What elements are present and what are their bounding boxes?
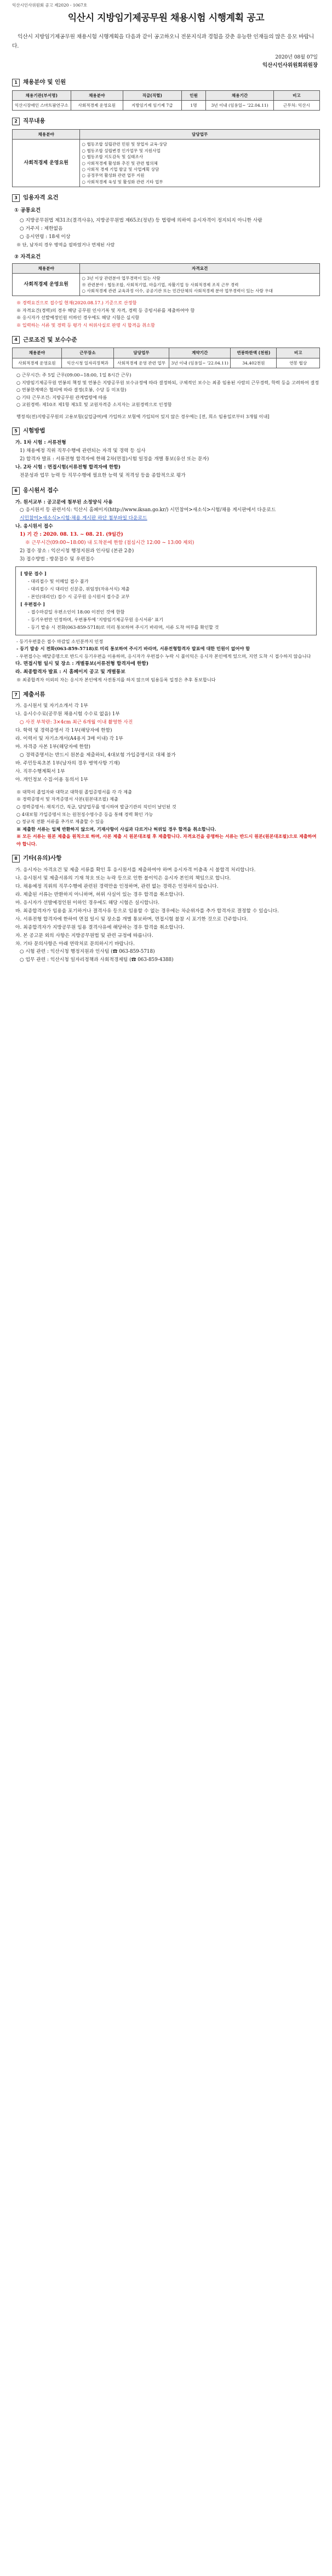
paragraph: ○ 거주지 : 제한없음: [20, 226, 63, 232]
doc-item: 다. 학력 및 경력증명서 각 1부(해당자에 한함): [15, 728, 112, 734]
note: ※ 경력요건으로 접수일 현재(2020.08.17.) 기준으로 산정함: [16, 300, 137, 306]
qualification-cell: [80, 274, 320, 296]
doc-item: ○ 경력증명서는 반드시 원본을 제출하되, 4대보험 가입증명서로 대체 불가: [20, 752, 176, 759]
section-1-heading: [12, 78, 320, 87]
caution-line: 차. 기타 문의사항은 아래 연락처로 문의하시기 바랍니다.: [15, 941, 135, 947]
notice-page: [0, 0, 332, 973]
table-row: [13, 358, 320, 368]
subheading: 라. 최종합격자 발표 : 시 홈페이지 공고 및 개별통보: [15, 669, 125, 675]
doc-item: 나. 응시수수료(공무원 채용시험 수수료 없음) 1부: [15, 711, 120, 717]
section-title: 채용분야 및 인원: [23, 78, 66, 85]
box-line: - 본인(대리인) 접수 시 공무원 응시원서 접수증 교부: [28, 593, 130, 599]
doc-item: ○ 사진 부착란: 3×4cm 최근 6개월 이내 촬영한 사진: [20, 720, 133, 726]
duty-line: ○ 사회적 경제 기업 발굴 및 사업계획 상담: [82, 167, 159, 172]
subheading: 나. 응시원서 접수: [15, 524, 53, 530]
table-row: [13, 274, 320, 296]
col-header: 채용기관(부서명): [13, 90, 71, 100]
issuer: 익산시인사위원회위원장: [262, 62, 318, 68]
col-header: 비고: [277, 348, 320, 358]
duty-line: ○ 사회적경제 육성 및 활성화 관련 기타 업무: [82, 179, 163, 184]
table-cell: 1명: [181, 100, 206, 110]
box-line: - 대리접수 및 이메일 접수 불가: [28, 578, 89, 584]
table-cell: 3년 이내 (임용일~ '22.04.11): [206, 100, 273, 110]
duty-table: [12, 129, 320, 187]
caution-line: 나. 응시원서 및 제출서류의 기재 착오 또는 누락 등으로 인한 불이익은 응시자 본인의 책임으로 합니다.: [15, 875, 231, 881]
duty-line: ○ 공정무역 활성화 관련 업무 지원: [82, 173, 145, 178]
subheading: 가. 1차 시험 : 서류전형: [15, 439, 66, 445]
paragraph: 전문성과 업무 능력 등 직무수행에 필요한 능력 및 적격성 등을 종합적으로 평가: [20, 472, 186, 478]
table-cell: 사회적경제 운영요원: [71, 100, 123, 110]
hours-line: ※ 근무시간(09:00~18:00) 내 도착분에 한함 (점심시간 12:00 ~ 13:00 제외): [25, 540, 194, 546]
field-cell: 사회적경제 운영요원: [13, 274, 80, 296]
period-line: 1) 기 간 : 2020. 08. 13. ~ 08. 21. (9일간): [20, 532, 123, 538]
col-header: 채용기간: [206, 90, 273, 100]
contact-line: ○ 시험 관련 : 익산시청 행정지원과 인사팀 (☎ 063-859-5718): [20, 949, 155, 955]
col-header: 연봉하한액 (천원): [231, 348, 277, 358]
caution-line: 자. 본 공고문 외의 사항은 지방공무원법 및 관련 규정에 따릅니다.: [15, 933, 153, 939]
note: ○ 기타 근무조건: 지방공무원 관계법령에 따름: [16, 394, 107, 400]
box-line: - 대리접수 시 대리인 신분증, 위임장(자유서식) 제출: [28, 586, 130, 592]
doc-item: 가. 응시원서 및 자기소개서 각 1부: [15, 703, 88, 709]
method-box: [15, 566, 317, 635]
box-line: - 접수마감일 우편소인이 18:00 이전인 것에 한함: [28, 609, 125, 615]
note: ※ 최종합격자 이외의 자는 응시자 본인에게 사전통지를 하지 않으며 임용등록 일정은 추후 통보합니다: [16, 677, 216, 683]
section-title: 기타(유의)사항: [23, 855, 62, 862]
col-header: 직급(직렬): [123, 90, 181, 100]
homepage-link[interactable]: 시민참여>새소식>시험·채용 게시판 하단 첨부파일 다운로드: [20, 516, 147, 522]
note: ○ 교원경력: 제10조 제1항 제3호 및 교원자격증 소지자는 교원경력으로 인정함: [16, 402, 172, 408]
caution-line: 바. 최종합격자가 임용을 포기하거나 결격사유 등으로 임용할 수 없는 경우에는 차순위자를 추가 합격자로 결정할 수 있습니다.: [15, 908, 279, 914]
table-cell: 사회적경제 운영 관련 업무: [114, 358, 169, 368]
section-title: 근로조건 및 보수수준: [23, 336, 77, 343]
box-line: [ 우편접수 ]: [20, 601, 45, 607]
note: - 우편접수는 배달증명으로 반드시 등기우편을 이용하며, 응시자가 우편접수 누락 시 불이익은 응시자 본인에게 있으며, 지연 도착 시 접수하지 않습니다: [16, 653, 311, 659]
section-title: 제출서류: [23, 691, 45, 698]
paragraph: 2) 합격자 발표 : 서류전형 합격자에 한해 2차(면접)시험 일정을 개별 통보(유선 또는 문자): [20, 456, 209, 462]
caution-line: 다. 채용예정 직위의 직무수행에 관련된 경력만을 인정하며, 관련 없는 경력은 인정하지 않습니다.: [15, 883, 219, 889]
pay-table: [12, 348, 320, 368]
note: ○ 지방임기제공무원 연봉의 책정 및 연봉은 지방공무원 보수규정에 따라 결정하되, 구체적인 보수는 최종 임용된 사람의 근무경력, 학력 등을 고려하여 결정: [16, 379, 319, 385]
note: ○ 4대보험 가입증명서 또는 원천징수영수증 등을 통해 경력 확인 가능: [16, 811, 153, 817]
subheading: ② 자격요건: [14, 253, 41, 260]
field-cell: 사회적경제 운영요원: [13, 140, 80, 187]
caution-line: 사. 서류전형 합격자에 한하여 면접 일시 및 장소를 개별 통보하며, 면접시험 불참 시 포기한 것으로 간주합니다.: [15, 916, 248, 922]
section-8-heading: [12, 854, 320, 863]
col-header: 채용분야: [13, 130, 80, 140]
doc-item: 라. 이력서 및 자기소개서(A4용지 3매 이내) 각 1부: [15, 736, 123, 742]
paragraph: 2) 접수 장소 : 익산시청 행정지원과 인사팀 (본관 2층): [20, 548, 134, 554]
box-line: - 등기 발송 시 전화(063-859-5718)로 미리 통보하여 주시기 바라며, 서류 도착 여부를 확인할 것: [28, 624, 219, 630]
paragraph: 3) 접수방법 : 방문접수 및 우편접수: [20, 557, 95, 563]
note: ※ 응시자가 선발예정인원 이하인 경우에도 해당 시험은 실시함: [16, 315, 140, 321]
col-header: 자격요건: [80, 263, 320, 273]
table-cell: 지방임기제 임기제 7급: [123, 100, 181, 110]
note: ※ 입력하는 서류 및 경력 등 평가 시 허위사실로 판명 시 합격을 취소함: [16, 322, 155, 328]
table-cell: 34,402천원: [231, 358, 277, 368]
note: ○ 연봉한계액은 협의에 따라 결정(호봉, 수당 등 미포함): [16, 387, 127, 393]
col-header: 채용분야: [13, 263, 80, 273]
section-number: 6: [12, 487, 20, 495]
section-3-heading: [12, 194, 320, 202]
section-title: 직무내용: [23, 118, 45, 125]
doc-item: 아. 개인정보 수집·이용 동의서 1부: [15, 777, 88, 783]
table-cell: 3년 이내 (임용일~ '22.04.11): [169, 358, 231, 368]
section-title: 임용자격 요건: [23, 194, 59, 201]
section-number: 1: [12, 79, 20, 86]
col-header: 비고: [273, 90, 319, 100]
note: ※ 대학의 졸업자와 대학교 대학원 졸업증명서를 각 각 제출: [16, 789, 132, 795]
recruit-table: [12, 90, 320, 111]
table-row: [13, 100, 320, 110]
subheading: 가. 원서교부 : 공고문에 첨부된 소정양식 사용: [15, 499, 113, 505]
caution-line: 아. 최종합격자가 지방공무원 임용 결격사유에 해당하는 경우 합격을 취소합니다.: [15, 924, 185, 930]
note: ※ 자격요건(경력)의 경우 해당 공무원 인사기록 및 자격, 경력 등 증빙서류를 제출하여야 함: [16, 307, 195, 313]
duty-cell: [80, 140, 320, 187]
note: 행정직(전)지방공무원의 고용보험(실업급여)에 가입하고 보험에 가입되어 있지 않은 경우에는 [전, 희소 임용일로부터 3개월 이내]: [16, 413, 270, 419]
req-line: ○ 3년 이상 관련분야 업무경력이 있는 사람: [82, 276, 161, 281]
section-title: 시험방법: [23, 427, 45, 435]
req-line: ※ 관련분야 : 협동조합, 사회적기업, 마을기업, 자활기업 등 사회적경제 조직 근무 경력: [82, 282, 239, 287]
col-header: 담당업무: [80, 130, 320, 140]
note: ○ 근무시간: 주 5일 근무(09:00~18:00, 1일 8시간 근무): [16, 372, 131, 378]
emphasis-note: ※ 모든 서류는 원본 제출을 원칙으로 하며, 사본 제출 시 원본대조필 후 제출합니다. 자격요건을 증명하는 서류는 반드시 원본(원본대조필)으로 제출하여야 합니다.: [16, 833, 317, 847]
section-number: 5: [12, 427, 20, 435]
paragraph: 1) 채용예정 직위 직무수행에 관련되는 자격 및 경력 등 심사: [20, 448, 146, 454]
doc-item: 바. 주민등록초본 1부(남자의 경우 병역사항 기재): [15, 761, 120, 767]
col-header: 채용분야: [13, 348, 62, 358]
caution-line: 가. 응시자는 자격요건 및 제출 서류를 확인 후 응시원서를 제출하여야 하며 응시자격 미충족 시 불합격 처리합니다.: [15, 867, 256, 873]
duty-line: ○ 협동조합 설립관련 민원 및 창업자 교육·상담: [82, 142, 167, 147]
section-6-heading: [12, 487, 320, 495]
subheading: ① 공통요건: [14, 207, 41, 213]
note: ※ 단, 남자의 경우 병역을 필하였거나 면제된 사람: [16, 242, 115, 248]
doc-item: 마. 자격증 사본 1부(해당자에 한함): [15, 744, 90, 750]
section-number: 8: [12, 855, 20, 862]
subheading: 나. 2차 시험 : 면접시험(서류전형 합격자에 한함): [15, 464, 121, 470]
emphasis-note: ※ 제출한 서류는 일체 반환하지 않으며, 기재사항이 사실과 다르거나 허위일 경우 합격을 취소합니다.: [16, 826, 216, 832]
section-title: 응시원서 접수: [23, 487, 59, 494]
note: - 등기우편물은 접수 마감일 소인분까지 인정: [16, 638, 104, 644]
paragraph: ○ 응시연령 : 18세 이상: [20, 234, 71, 240]
col-header: 인원: [181, 90, 206, 100]
duty-line: ○ 사회적경제 활성화 추진 및 관련 협의체: [82, 160, 158, 166]
col-header: 담당업무: [114, 348, 169, 358]
table-cell: 익산시장애인 스마트팜연구소: [13, 100, 71, 110]
caution-line: 라. 제출된 서류는 반환하지 아니하며, 허위 사실이 있는 경우 합격을 취소합니다.: [15, 892, 185, 898]
table-row: [13, 140, 320, 187]
page-title: 익산시 지방임기제공무원 채용시험 시행계획 공고: [67, 13, 265, 24]
doc-item: 사. 직무수행계획서 1부: [15, 769, 65, 775]
caution-line: 마. 응시자가 선발예정인원 이하인 경우에도 해당 시험은 실시합니다.: [15, 900, 160, 906]
paragraph: ○ 지방공무원법 제31조(결격사유), 지방공무원법 제65조(정년) 등 법령에 의하여 응시자격이 정지되지 아니한 사람: [20, 218, 262, 224]
table-cell: 익산시청 일자리정책과: [61, 358, 113, 368]
duty-line: ○ 협동조합 지도감독 및 실태조사: [82, 154, 144, 160]
table-cell: 연봉 협상: [277, 358, 320, 368]
box-line: - 등기우편만 인정하며, 우편봉투에 '지방임기제공무원 응시서류' 표기: [28, 616, 163, 622]
table-cell: 근무처: 익산시: [273, 100, 319, 110]
intro-text: 익산시 지방임기제공무원 채용시험 시행계획을 다음과 같이 공고하오니 전문지식과 경험을 갖춘 유능한 인재들의 많은 응모 바랍니다.: [12, 33, 314, 49]
section-number: 3: [12, 194, 20, 202]
subheading: 다. 면접시험 일시 및 장소 : 개별통보(서류전형 합격자에 한함): [15, 661, 149, 667]
section-4-heading: [12, 336, 320, 345]
section-number: 2: [12, 118, 20, 125]
note: ○ 경력증명서: 재직기간, 직급, 담당업무를 명시하여 발급기관의 직인이 날인된 것: [16, 804, 176, 809]
contact-line: ○ 업무 관련 : 익산시청 일자리정책과 사회적경제팀 (☎ 063-859-4388): [20, 957, 174, 963]
section-7-heading: [12, 691, 320, 699]
section-2-heading: [12, 117, 320, 126]
section-number: 7: [12, 691, 20, 699]
table-cell: 사회적경제 운영요원: [13, 358, 62, 368]
col-header: 근무장소: [61, 348, 113, 358]
notice-date: 2020년 08월 07일: [275, 55, 318, 61]
col-header: 채용분야: [71, 90, 123, 100]
notice-number: 익산시인사위원회 공고 제2020 - 1067호: [12, 3, 88, 8]
note: ○ 정규직 전환 서류를 추가로 제출할 수 있음: [16, 819, 104, 825]
note: - 등기 발송 시 전화(063-859-5718)로 미리 통보하여 주시기 바라며, 서류전형합격자 발표에 대한 민원이 없어야 함: [16, 646, 250, 652]
col-header: 계약기간: [169, 348, 231, 358]
box-line: [ 방문 접수 ]: [20, 571, 47, 577]
duty-line: ○ 협동조합 설립변경 인가업무 및 지원사업: [82, 148, 161, 153]
qualification-table: [12, 263, 320, 297]
section-5-heading: [12, 427, 320, 436]
note: ※ 경력증명서 및 자격증명서 사본(원본대조필) 제출: [16, 796, 118, 802]
req-line: ○ 사회적경제 관련 교육과정 이수, 공공기관 또는 민간단체의 사회적경제 분야 업무경력이 있는 사람 우대: [82, 288, 273, 293]
section-number: 4: [12, 336, 20, 344]
paragraph: ○ 응시원서 등 관련서식: 익산시 홈페이지(http://www.iksan.go.kr/) 시민참여>새소식>시험/채용 게시판에서 다운로드: [20, 507, 276, 513]
